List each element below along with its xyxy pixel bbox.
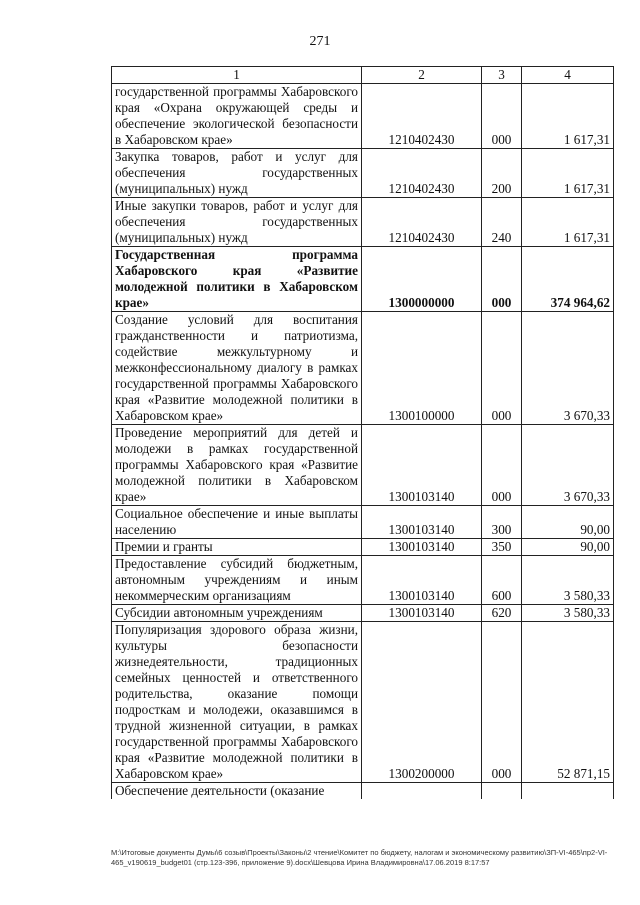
- row-code-cell: 1300100000: [362, 312, 482, 425]
- budget-table: [111, 66, 614, 799]
- row-amount-cell: 90,00: [522, 506, 614, 539]
- row-name-cell: Иные закупки товаров, работ и услуг для обеспечения государственных (муниципальных) нужд: [112, 198, 362, 247]
- row-amount-cell: 3 670,33: [522, 425, 614, 506]
- row-code-cell: 1300103140: [362, 506, 482, 539]
- row-amount-cell: 3 580,33: [522, 605, 614, 622]
- row-name-cell: Закупка товаров, работ и услуг для обеспечения государственных (муниципальных) нужд: [112, 149, 362, 198]
- column-header-1: 1: [112, 67, 362, 84]
- column-header-3: 3: [482, 67, 522, 84]
- row-amount-cell: 1 617,31: [522, 84, 614, 149]
- table-row: [112, 84, 614, 149]
- column-header-2: 2: [362, 67, 482, 84]
- table-row: [112, 783, 614, 800]
- row-code-cell: 1210402430: [362, 84, 482, 149]
- row-name-cell: Проведение мероприятий для детей и молодежи в рамках государственной программы Хабаровского края «Развитие молодежной политики в Хабаровском крае»: [112, 425, 362, 506]
- row-name-cell: Субсидии автономным учреждениям: [112, 605, 362, 622]
- row-type-cell: 200: [482, 149, 522, 198]
- row-amount-cell: [522, 783, 614, 800]
- table-row: [112, 312, 614, 425]
- row-amount-cell: 374 964,62: [522, 247, 614, 312]
- row-type-cell: 000: [482, 247, 522, 312]
- table-row: [112, 539, 614, 556]
- row-amount-cell: 90,00: [522, 539, 614, 556]
- row-code-cell: 1300103140: [362, 556, 482, 605]
- row-code-cell: 1300103140: [362, 425, 482, 506]
- row-name-cell: Государственная программа Хабаровского края «Развитие молодежной политики в Хабаровском крае»: [112, 247, 362, 312]
- row-code-cell: 1300000000: [362, 247, 482, 312]
- row-amount-cell: 1 617,31: [522, 149, 614, 198]
- row-type-cell: 000: [482, 425, 522, 506]
- row-type-cell: 350: [482, 539, 522, 556]
- row-name-cell: Популяризация здорового образа жизни, культуры безопасности жизнедеятельности, традиционных семейных ценностей и ответственного родительства, оказание помощи подросткам и молодежи, оказавшимся в трудной жизненной ситуации, в рамках государственной программы Хабаровского края «Развитие молодежной политики в Хабаровском крае»: [112, 622, 362, 783]
- table-row: [112, 605, 614, 622]
- row-amount-cell: 52 871,15: [522, 622, 614, 783]
- row-type-cell: 000: [482, 84, 522, 149]
- row-amount-cell: 3 580,33: [522, 556, 614, 605]
- row-amount-cell: 1 617,31: [522, 198, 614, 247]
- row-code-cell: 1210402430: [362, 198, 482, 247]
- row-type-cell: [482, 783, 522, 800]
- row-code-cell: 1300103140: [362, 539, 482, 556]
- table-row: [112, 198, 614, 247]
- row-name-cell: Создание условий для воспитания гражданственности и патриотизма, содействие межкультурному и межконфессиональному диалогу в рамках государственной программы Хабаровского края «Развитие молодежной политики в Хабаровском крае»: [112, 312, 362, 425]
- row-name-cell: государственной программы Хабаровского края «Охрана окружающей среды и обеспечение экологической безопасности в Хабаровском крае»: [112, 84, 362, 149]
- table-header-row: [112, 67, 614, 84]
- row-type-cell: 300: [482, 506, 522, 539]
- row-name-cell: Премии и гранты: [112, 539, 362, 556]
- row-code-cell: 1300103140: [362, 605, 482, 622]
- row-amount-cell: 3 670,33: [522, 312, 614, 425]
- row-type-cell: 600: [482, 556, 522, 605]
- row-code-cell: 1210402430: [362, 149, 482, 198]
- row-name-cell: Обеспечение деятельности (оказание: [112, 783, 362, 800]
- table-row: [112, 622, 614, 783]
- row-code-cell: [362, 783, 482, 800]
- row-type-cell: 000: [482, 622, 522, 783]
- table-row: [112, 149, 614, 198]
- column-header-4: 4: [522, 67, 614, 84]
- row-type-cell: 000: [482, 312, 522, 425]
- row-name-cell: Социальное обеспечение и иные выплаты населению: [112, 506, 362, 539]
- row-code-cell: 1300200000: [362, 622, 482, 783]
- row-name-cell: Предоставление субсидий бюджетным, автономным учреждениям и иным некоммерческим организациям: [112, 556, 362, 605]
- page-number: 271: [309, 34, 331, 49]
- table-row: [112, 506, 614, 539]
- table-row: [112, 556, 614, 605]
- table-row: [112, 425, 614, 506]
- row-type-cell: 620: [482, 605, 522, 622]
- document-path-footer: M:\Итоговые документы Думы\6 созыв\Проекты\Законы\2 чтение\Комитет по бюджету, налогам и экономическому развитию\ЗП-VI-465\пр2-VI-465_v190619_budget01 (стр.123-396, приложение 9).docx\Шевцова Ирина Владимировна\17.06.2019 8:17:57: [111, 848, 608, 867]
- row-type-cell: 240: [482, 198, 522, 247]
- table-row: [112, 247, 614, 312]
